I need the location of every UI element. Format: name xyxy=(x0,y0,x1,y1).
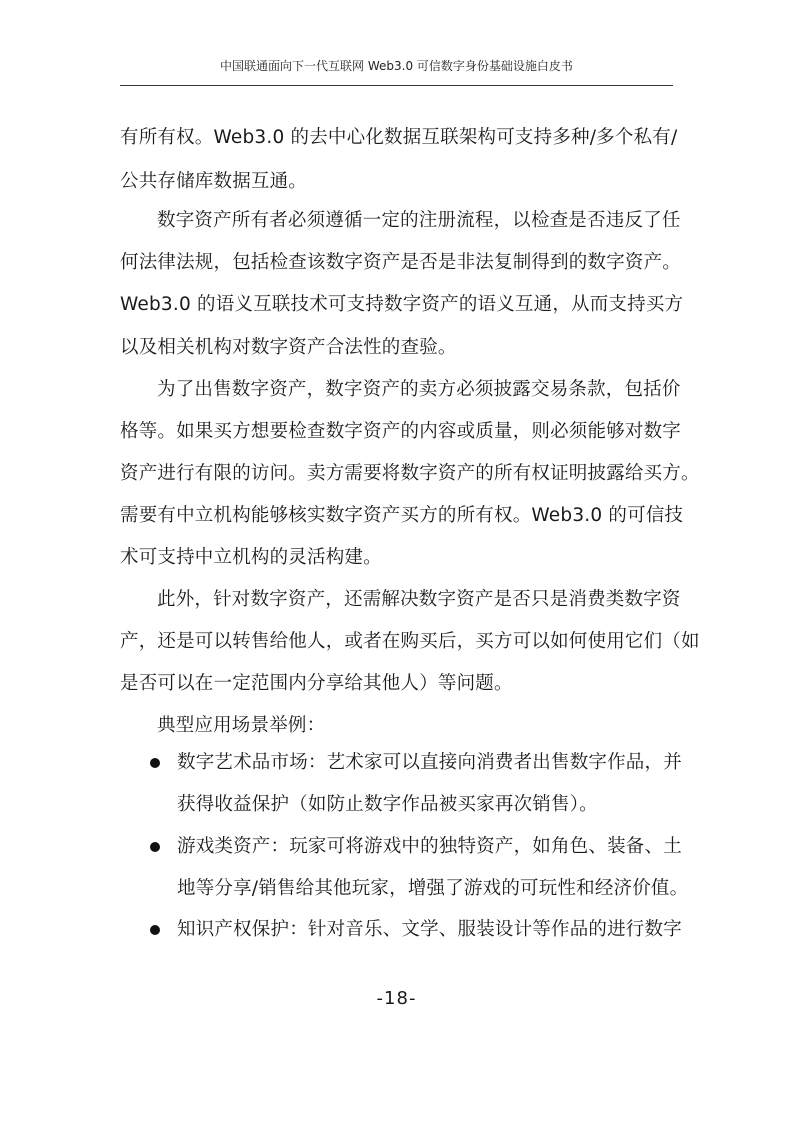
body-line: Web3.0 的语义互联技术可支持数字资产的语义互通，从而支持买方 xyxy=(120,294,684,315)
bullet-dot-icon xyxy=(150,842,160,852)
body-line: 产，还是可以转售给他人，或者在购买后，买方可以如何使用它们（如 xyxy=(120,631,700,652)
paragraph-start-line: 为了出售数字资产，数字资产的卖方必须披露交易条款，包括价 xyxy=(157,379,681,400)
body-line: 何法律法规，包括检查该数字资产是否是非法复制得到的数字资产。 xyxy=(120,252,682,273)
page-number: -18- xyxy=(376,988,417,1009)
bullet-dot-icon xyxy=(150,758,160,768)
body-line: 术可支持中立机构的灵活构建。 xyxy=(120,547,382,568)
body-line: 格等。如果买方想要检查数字资产的内容或质量，则必须能够对数字 xyxy=(120,421,682,442)
body-line: 以及相关机构对数字资产合法性的查验。 xyxy=(120,337,457,358)
bullet-line: 游戏类资产：玩家可将游戏中的独特资产，如角色、装备、土 xyxy=(177,836,682,857)
paragraph-start-line: 此外，针对数字资产，还需解决数字资产是否只是消费类数字资 xyxy=(157,589,681,610)
header-divider xyxy=(120,85,673,86)
bullet-line: 获得收益保护（如防止数字作品被买家再次销售）。 xyxy=(177,794,598,815)
bullet-dot-icon xyxy=(150,925,160,935)
bullet-line: 数字艺术品市场：艺术家可以直接向消费者出售数字作品，并 xyxy=(177,752,682,773)
body-line: 有所有权。Web3.0 的去中心化数据互联架构可支持多种/多个私有/ xyxy=(120,127,678,148)
scenario-intro: 典型应用场景举例： xyxy=(157,715,326,736)
bullet-line: 地等分享/销售给其他玩家，增强了游戏的可玩性和经济价值。 xyxy=(177,878,689,899)
bullet-line: 知识产权保护：针对音乐、文学、服装设计等作品的进行数字 xyxy=(177,919,682,940)
body-line: 公共存储库数据互通。 xyxy=(120,171,308,192)
paragraph-start-line: 数字资产所有者必须遵循一定的注册流程，以检查是否违反了任 xyxy=(157,210,681,231)
running-header: 中国联通面向下一代互联网 Web3.0 可信数字身份基础设施白皮书 xyxy=(220,59,573,73)
body-line: 需要有中立机构能够核实数字资产买方的所有权。Web3.0 的可信技 xyxy=(120,505,684,526)
body-line: 是否可以在一定范围内分享给其他人）等问题。 xyxy=(120,673,513,694)
body-line: 资产进行有限的访问。卖方需要将数字资产的所有权证明披露给买方。 xyxy=(120,463,700,484)
